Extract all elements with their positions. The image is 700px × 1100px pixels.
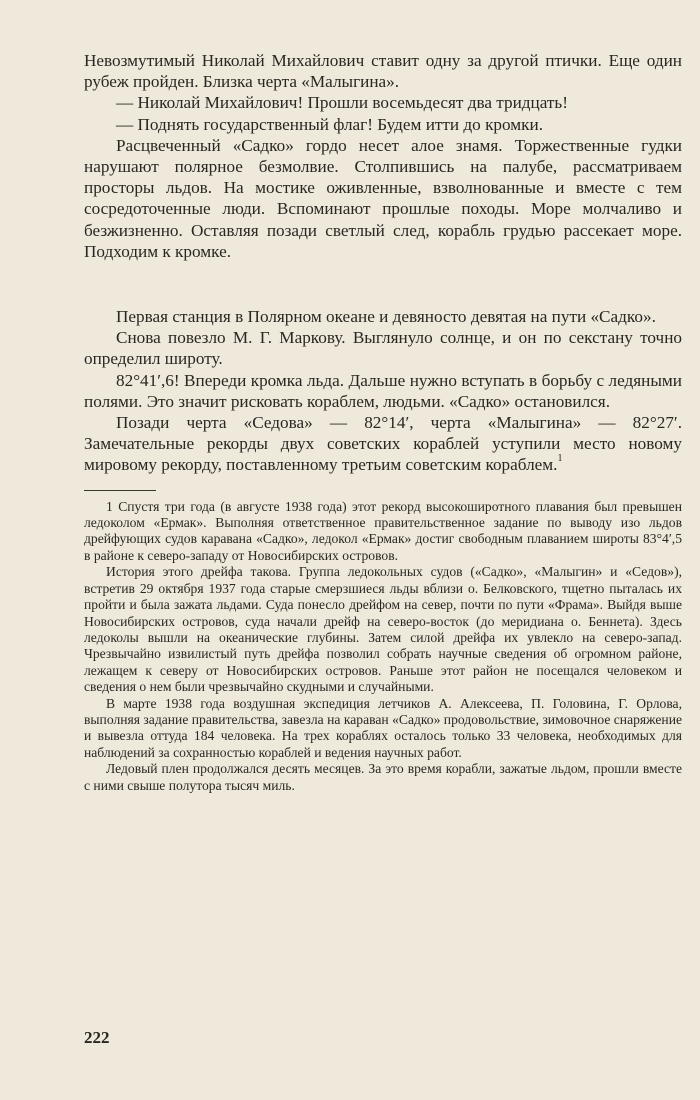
paragraph: Расцвеченный «Садко» гордо несет алое знамя. Торжественные гудки нарушают полярное безмолвие. Столпившись на палубе, рассматриваем просторы льдов. На мостике оживленные, взволнованные и вместе с тем сосредоточенные люди. Вспоминают прошлые походы. Море молчаливо и безжизненно. Оставляя позади светлый след, корабль грудью рассекает море. Подходим к кромке. [84,135,682,261]
footnote: История этого дрейфа такова. Группа ледокольных судов («Садко», «Малыгин» и «Седов»), встретив 29 октября 1937 года старые смерзшиеся льды вблизи о. Белковского, тщетно пыталась их пройти и была зажата льдами. Суда понесло дрейфом на север, почти по пути «Фрама». Выйдя выше Новосибирских островов, суда начали дрейф на северо-восток (до меридиана о. Беннета). Здесь ледоколы вышли на океанические глубины. Затем силой дрейфа их увлекло на северо-запад. Чрезвычайно извилистый путь дрейфа позволил собрать научные сведения об огромном районе, лежащем к северу от Новосибирских островов. Раньше этот район не посещался человеком и сведения о нем были чрезвычайно скудными и случайными. [84,564,682,695]
paragraph: Снова повезло М. Г. Маркову. Выглянуло солнце, и он по секстану точно определил широту. [84,328,682,369]
paragraph: Невозмутимый Николай Михайлович ставит одну за другой птички. Еще один рубеж пройден. Близка черта «Малыгина». [84,51,682,92]
page-number: 222 [84,1028,110,1047]
footnotes [84,499,682,794]
section-record-line [84,50,682,262]
paragraph: Первая станция в Полярном океане и девяносто девятая на пути «Садко». [116,307,656,327]
dialogue-line: — Николай Михайлович! Прошли восемьдесят два тридцать! [116,93,568,113]
footnote: В марте 1938 года воздушная экспедиция летчиков А. Алексеева, П. Головина, Г. Орлова, выполняя задание правительства, завезла на караван «Садко» продовольствие, зимовочное снаряжение и вывезла оттуда 184 человека. На трех кораблях осталось только 33 человека, необходимых для наблюдений за сохранностью кораблей и ведения научных работ. [84,695,682,760]
paragraph: Позади черта «Седова» — 82°14′, черта «Малыгина» — 82°27′. Замечательные рекорды двух советских кораблей уступили место новому мировому рекорду, поставленному третьим советским кораблем.$^1$ [84,413,682,475]
page-content [84,50,682,794]
footnote: 1 Спустя три года (в августе 1938 года) этот рекорд высокоширотного плавания был превышен ледоколом «Ермак». Выполняя ответственное правительственное задание по выводу изо льдов дрейфующих судов каравана «Садко», ледокол «Ермак» достиг свободным плаванием широты 83°4′,5 в районе к северо-западу от Новосибирских островов. [84,498,682,563]
paragraph: 82°41′,6! Впереди кромка льда. Дальше нужно вступать в борьбу с ледяными полями. Это значит рисковать кораблем, людьми. «Садко» остановился. [84,370,682,411]
dialogue-line: — Поднять государственный флаг! Будем итти до кромки. [116,114,543,134]
footnote-marker: 1 [557,453,563,465]
footnote: Ледовый плен продолжался десять месяцев. За это время корабли, зажатые льдом, прошли вместе с ними свыше полутора тысяч миль. [84,761,682,793]
footnote-divider [84,490,156,491]
section-first-station [84,306,682,476]
